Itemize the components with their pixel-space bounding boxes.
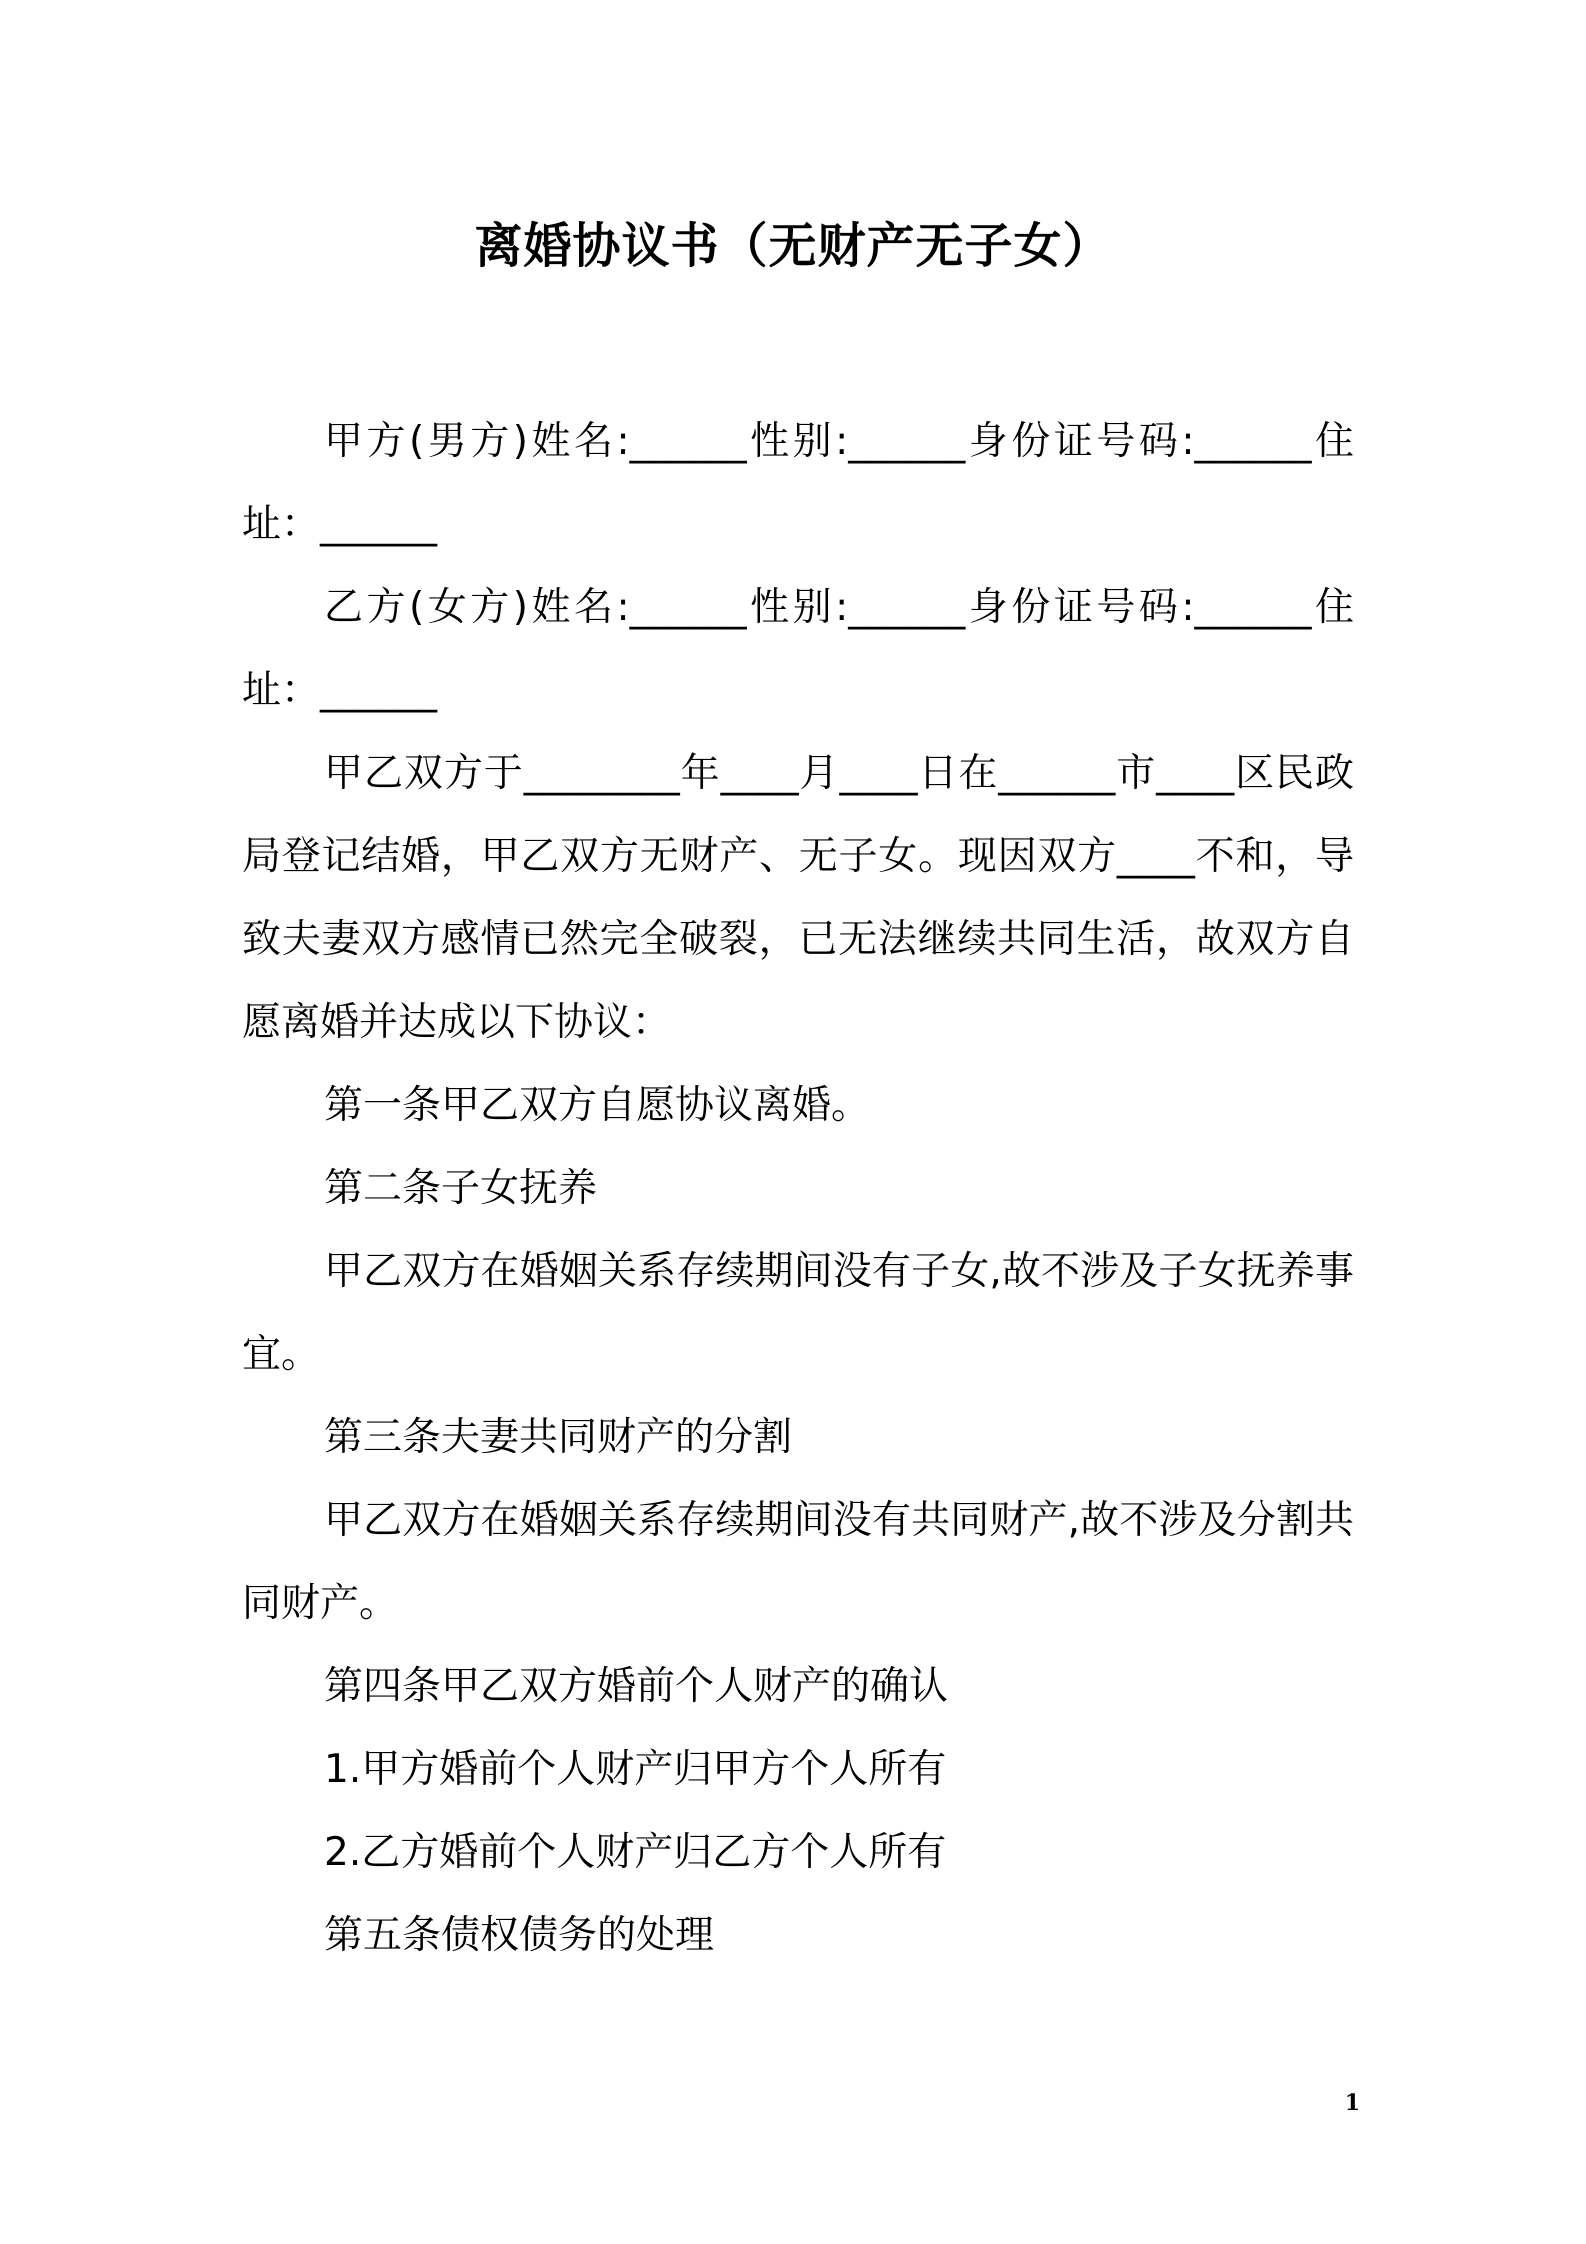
clause-2-heading: 第二条子女抚养 [324, 1166, 598, 1211]
clause-4-item-2: 2.乙方婚前个人财产归乙方个人所有 [324, 1830, 947, 1875]
clause-3-heading: 第三条夫妻共同财产的分割 [324, 1415, 793, 1460]
clause-4-heading: 第四条甲乙双方婚前个人财产的确认 [324, 1664, 949, 1709]
paragraph-party-b: 乙方(女方)姓名:______性别:______身份证号码:______住址：______ [242, 585, 1354, 713]
page-number: 1 [1344, 2090, 1360, 2116]
paragraph-party-a: 甲方(男方)姓名:______性别:______身份证号码:______住址：______ [242, 419, 1354, 547]
clause-3-text: 甲乙双方在婚姻关系存续期间没有共同财产,故不涉及分割共同财产。 [242, 1498, 1354, 1626]
document-body [242, 400, 1354, 1977]
document-title: 离婚协议书（无财产无子女） [474, 218, 1112, 274]
clause-5-heading: 第五条债权债务的处理 [324, 1913, 715, 1958]
paragraph-preamble: 甲乙双方于________年____月____日在______市____区民政局登记结婚，甲乙双方无财产、无子女。现因双方____不和，导致夫妻双方感情已然完全破裂，已无法继续共同生活，故双方自愿离婚并达成以下协议： [242, 751, 1354, 1045]
clause-2-text: 甲乙双方在婚姻关系存续期间没有子女,故不涉及子女抚养事宜。 [242, 1249, 1354, 1377]
clause-1: 第一条甲乙双方自愿协议离婚。 [324, 1083, 871, 1128]
clause-4-item-1: 1.甲方婚前个人财产归甲方个人所有 [324, 1747, 947, 1792]
